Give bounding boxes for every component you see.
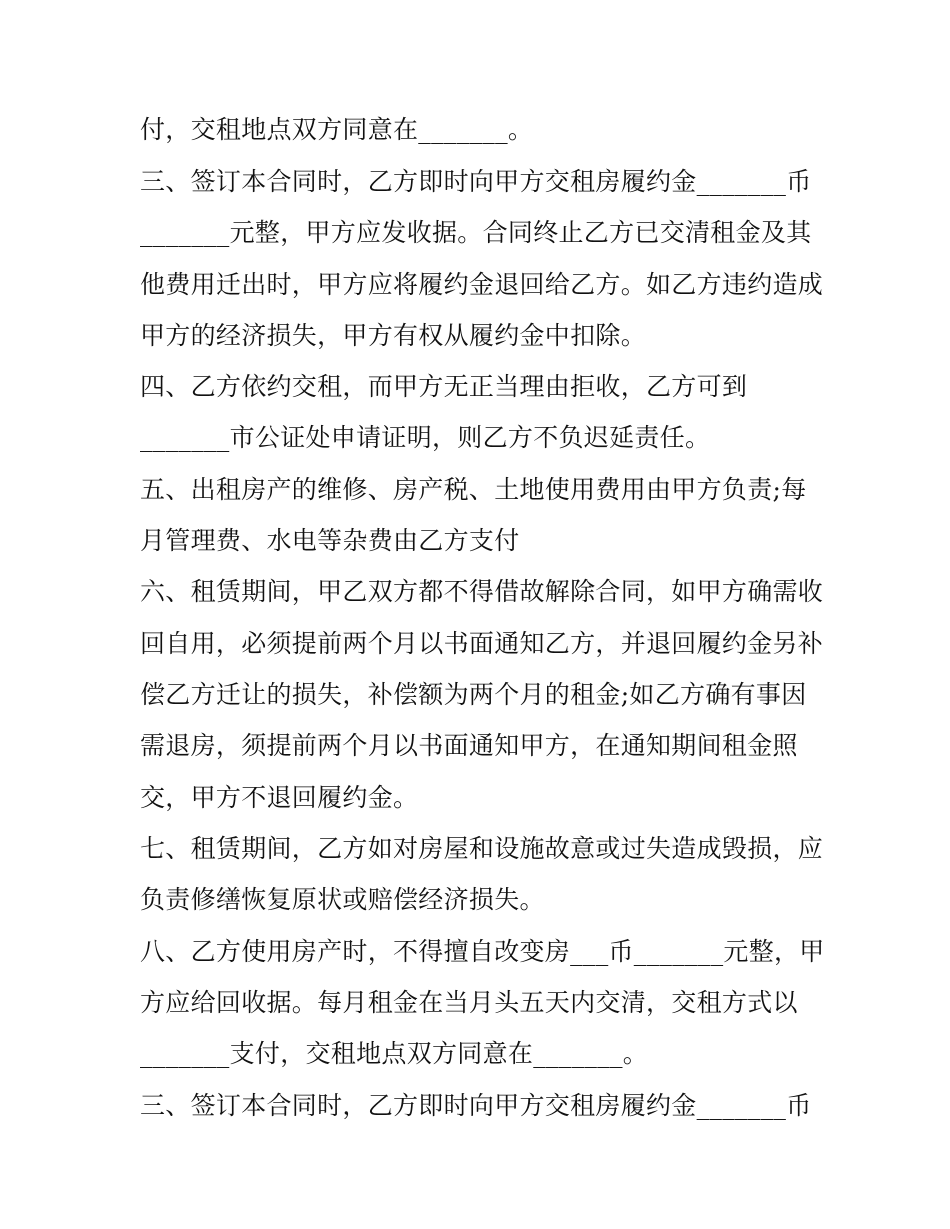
text-line: 五、出租房产的维修、房产税、土地使用费用由甲方负责;每 (140, 475, 807, 504)
text-line: _______支付，交租地点双方同意在_______。 (140, 1039, 649, 1068)
text-line: 他费用迁出时，甲方应将履约金退回给乙方。如乙方违约造成 (140, 270, 824, 299)
text-line: 偿乙方迁让的损失，补偿额为两个月的租金;如乙方确有事因 (140, 680, 807, 709)
text-line: _______元整，甲方应发收据。合同终止乙方已交清租金及其 (140, 218, 812, 247)
text-line: 方应给回收据。每月租金在当月头五天内交清，交租方式以 (140, 988, 798, 1017)
text-line: 甲方的经济损失，甲方有权从履约金中扣除。 (140, 321, 647, 350)
text-line: 月管理费、水电等杂费由乙方支付 (140, 526, 520, 555)
text-line: 三、签订本合同时，乙方即时向甲方交租房履约金_______币 (140, 167, 812, 196)
text-line: 三、签订本合同时，乙方即时向甲方交租房履约金_______币 (140, 1091, 812, 1120)
text-line: _______市公证处申请证明，则乙方不负迟延责任。 (140, 423, 711, 452)
text-line: 八、乙方使用房产时，不得擅自改变房___币_______元整，甲 (140, 937, 825, 966)
text-line: 七、租赁期间，乙方如对房屋和设施故意或过失造成毁损，应 (140, 834, 824, 863)
text-line: 四、乙方依约交租，而甲方无正当理由拒收，乙方可到 (140, 372, 748, 401)
text-line: 六、租赁期间，甲乙双方都不得借故解除合同，如甲方确需收 (140, 577, 824, 606)
text-line: 需退房，须提前两个月以书面通知甲方，在通知期间租金照 (140, 731, 798, 760)
text-line: 交，甲方不退回履约金。 (140, 783, 419, 812)
text-line: 负责修缮恢复原状或赔偿经济损失。 (140, 885, 545, 914)
text-line: 付，交租地点双方同意在_______。 (140, 115, 534, 144)
text-line: 回自用，必须提前两个月以书面通知乙方，并退回履约金另补 (140, 629, 824, 658)
